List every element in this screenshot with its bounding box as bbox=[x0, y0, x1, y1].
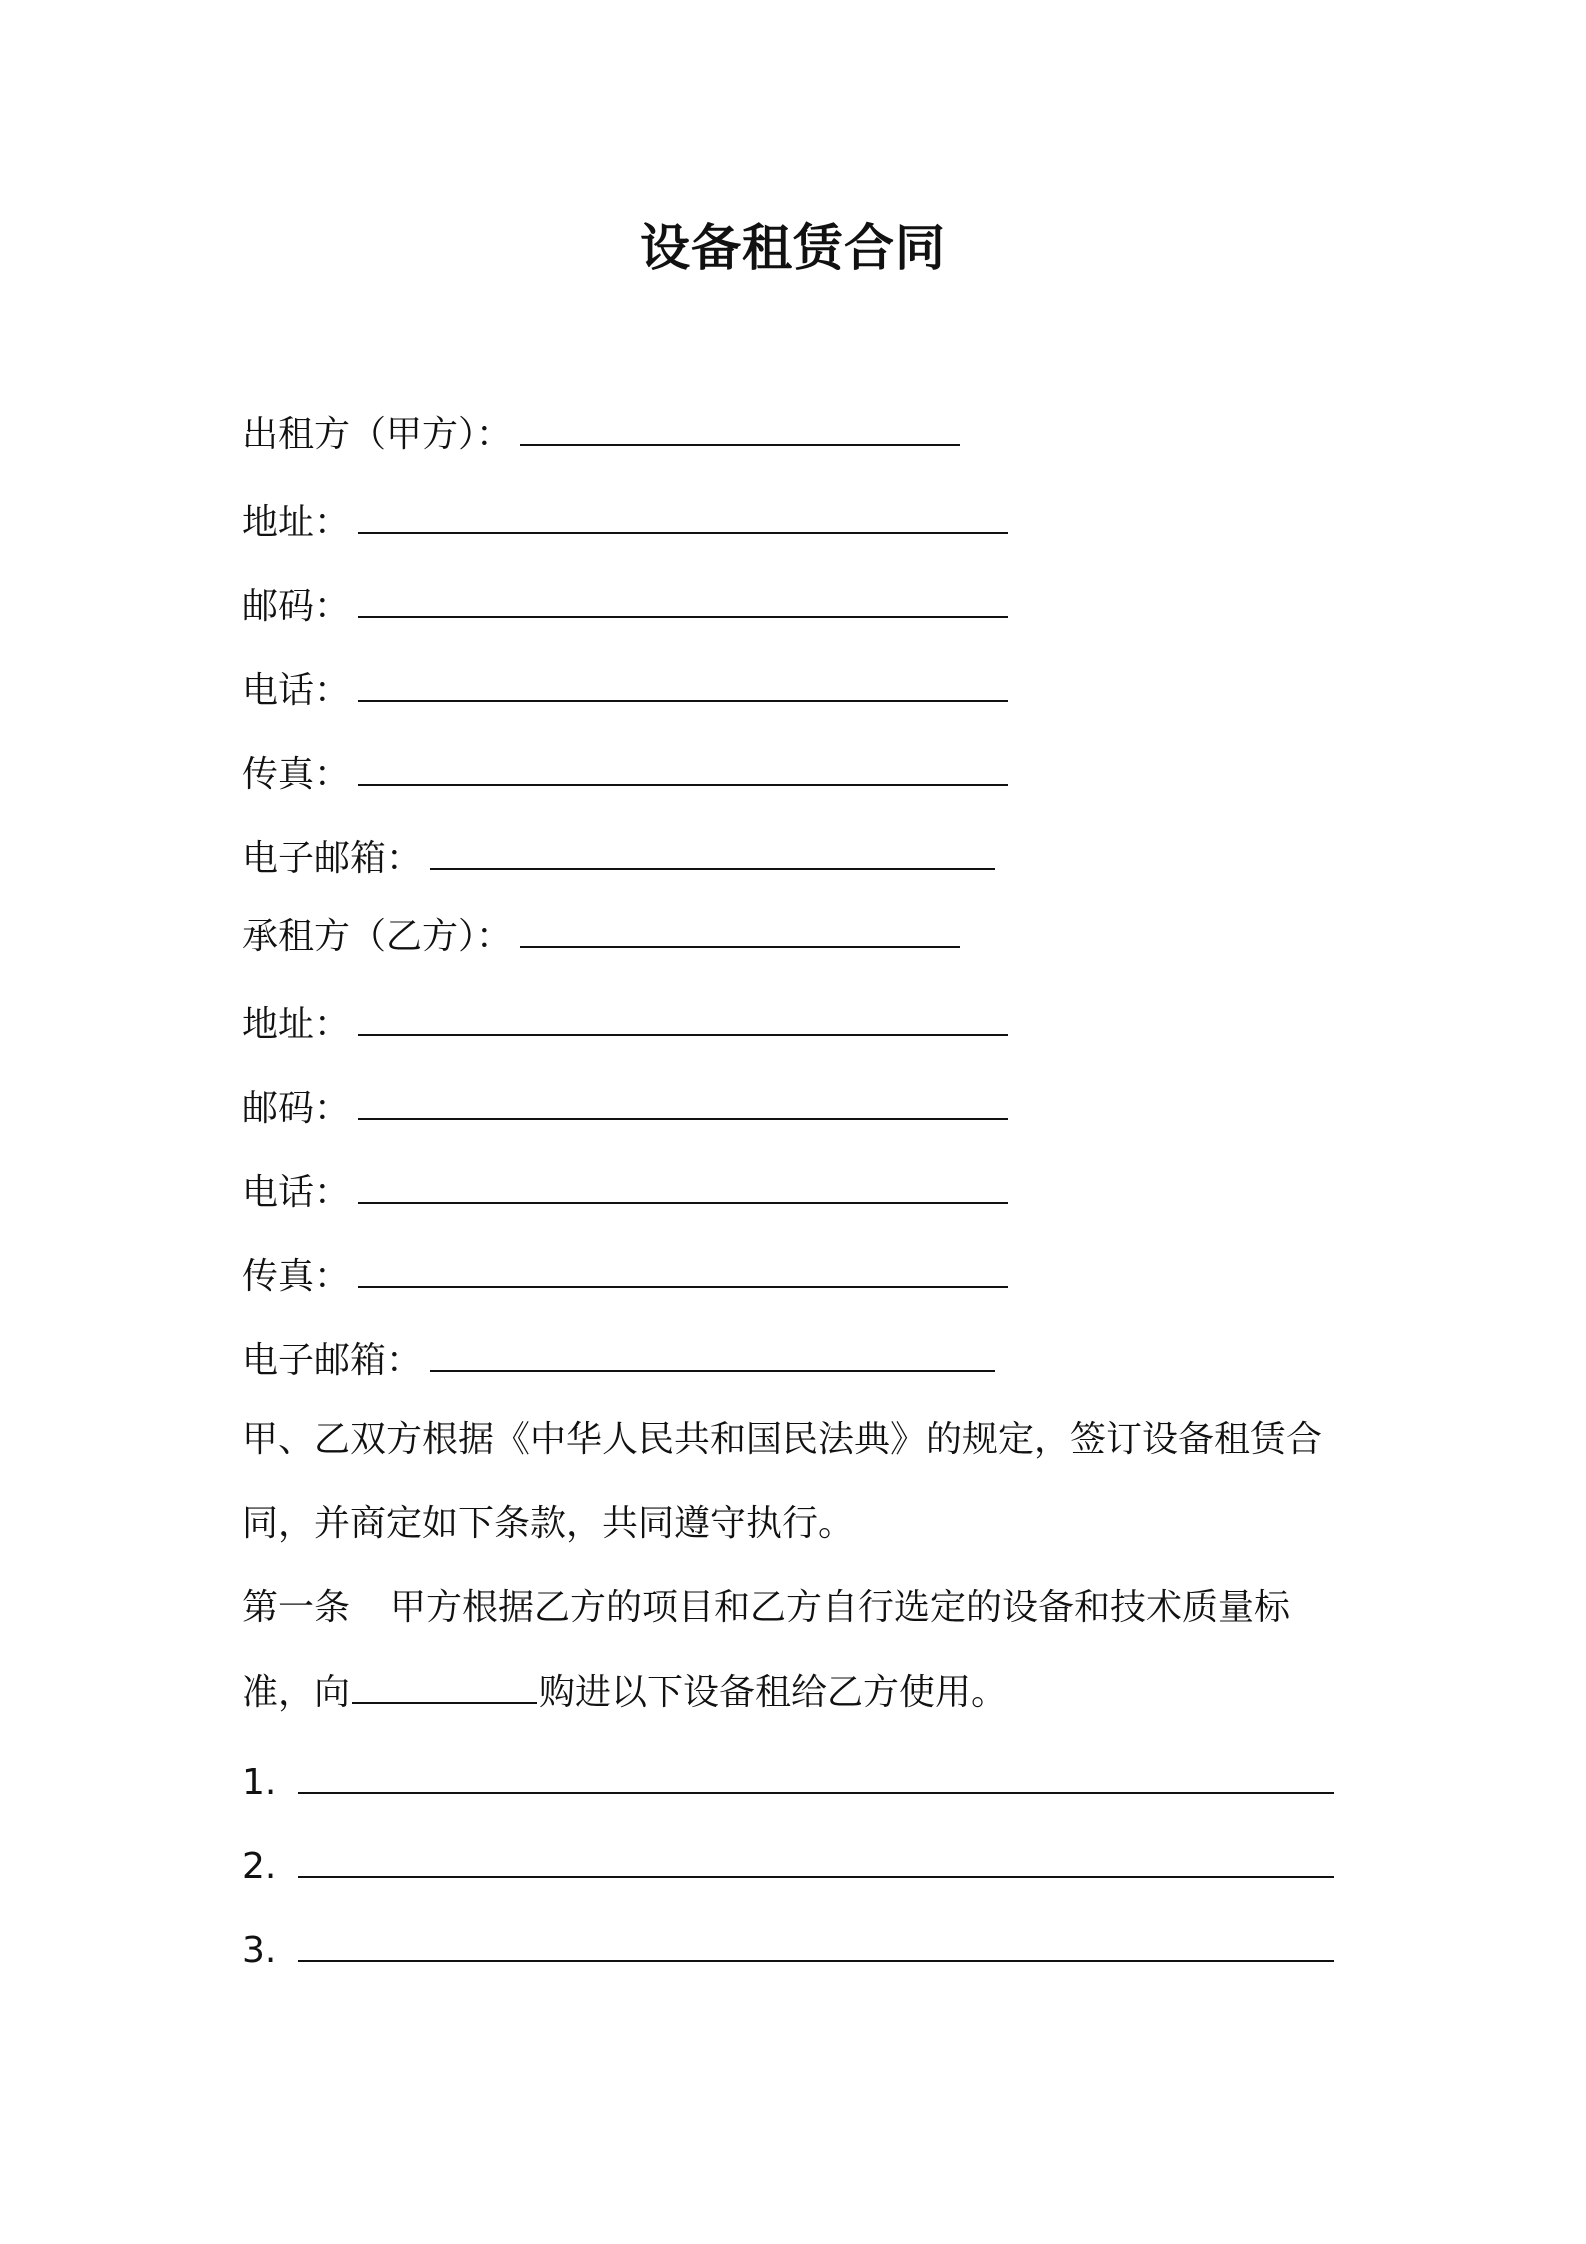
party-a-email-blank[interactable] bbox=[430, 836, 995, 870]
article-1-suffix: 购进以下设备租给乙方使用。 bbox=[539, 1672, 1008, 1713]
party-b-blank[interactable] bbox=[520, 914, 960, 948]
party-b-label: 承租方（乙方）： bbox=[242, 916, 513, 957]
item-number: 2. bbox=[242, 1846, 277, 1887]
party-b-fax-label: 传真： bbox=[242, 1256, 351, 1297]
party-b-phone-row bbox=[242, 1170, 1008, 1214]
party-b-fax-row bbox=[242, 1254, 1008, 1298]
item-blank[interactable] bbox=[298, 1928, 1334, 1962]
preamble-line-2: 同，并商定如下条款，共同遵守执行。 bbox=[242, 1503, 855, 1544]
party-b-email-blank[interactable] bbox=[430, 1338, 995, 1372]
item-number: 1. bbox=[242, 1762, 277, 1803]
party-b-phone-label: 电话： bbox=[242, 1172, 351, 1213]
document-title: 设备租赁合同 bbox=[640, 219, 946, 277]
item-blank[interactable] bbox=[298, 1844, 1334, 1878]
article-1-line-1 bbox=[242, 1586, 1290, 1629]
article-1-line-2 bbox=[242, 1670, 1007, 1714]
party-a-postcode-label: 邮码： bbox=[242, 586, 351, 627]
article-1-text: 甲方根据乙方的项目和乙方自行选定的设备和技术质量标 bbox=[390, 1587, 1291, 1628]
list-item bbox=[242, 1760, 1334, 1804]
item-blank[interactable] bbox=[298, 1760, 1334, 1794]
article-1-heading: 第一条 bbox=[242, 1587, 351, 1628]
party-a-address-blank[interactable] bbox=[358, 500, 1008, 534]
party-b-fax-blank[interactable] bbox=[358, 1254, 1008, 1288]
party-b-phone-blank[interactable] bbox=[358, 1170, 1008, 1204]
party-a-address-label: 地址： bbox=[242, 502, 351, 543]
list-item bbox=[242, 1928, 1334, 1972]
party-a-blank[interactable] bbox=[520, 412, 960, 446]
party-b-postcode-row bbox=[242, 1086, 1008, 1130]
supplier-blank[interactable] bbox=[352, 1670, 537, 1704]
party-a-label: 出租方（甲方）： bbox=[242, 414, 513, 455]
party-a-fax-label: 传真： bbox=[242, 754, 351, 795]
party-a-fax-blank[interactable] bbox=[358, 752, 1008, 786]
party-b-postcode-label: 邮码： bbox=[242, 1088, 351, 1129]
party-a-email-label: 电子邮箱： bbox=[242, 838, 423, 879]
party-a-phone-row bbox=[242, 668, 1008, 712]
party-b-postcode-blank[interactable] bbox=[358, 1086, 1008, 1120]
party-a-email-row bbox=[242, 836, 995, 880]
party-b-email-row bbox=[242, 1338, 995, 1382]
preamble-line-1: 甲、乙双方根据《中华人民共和国民法典》的规定，签订设备租赁合 bbox=[242, 1419, 1323, 1460]
party-a-phone-blank[interactable] bbox=[358, 668, 1008, 702]
party-b-address-blank[interactable] bbox=[358, 1002, 1008, 1036]
party-b-address-row bbox=[242, 1002, 1008, 1046]
party-b-address-label: 地址： bbox=[242, 1004, 351, 1045]
party-b-row bbox=[242, 914, 960, 958]
party-a-row bbox=[242, 412, 960, 456]
party-a-address-row bbox=[242, 500, 1008, 544]
article-1-prefix: 准，向 bbox=[242, 1672, 351, 1713]
list-item bbox=[242, 1844, 1334, 1888]
party-a-fax-row bbox=[242, 752, 1008, 796]
party-a-phone-label: 电话： bbox=[242, 670, 351, 711]
party-a-postcode-row bbox=[242, 584, 1008, 628]
item-number: 3. bbox=[242, 1930, 277, 1971]
party-b-email-label: 电子邮箱： bbox=[242, 1340, 423, 1381]
party-a-postcode-blank[interactable] bbox=[358, 584, 1008, 618]
